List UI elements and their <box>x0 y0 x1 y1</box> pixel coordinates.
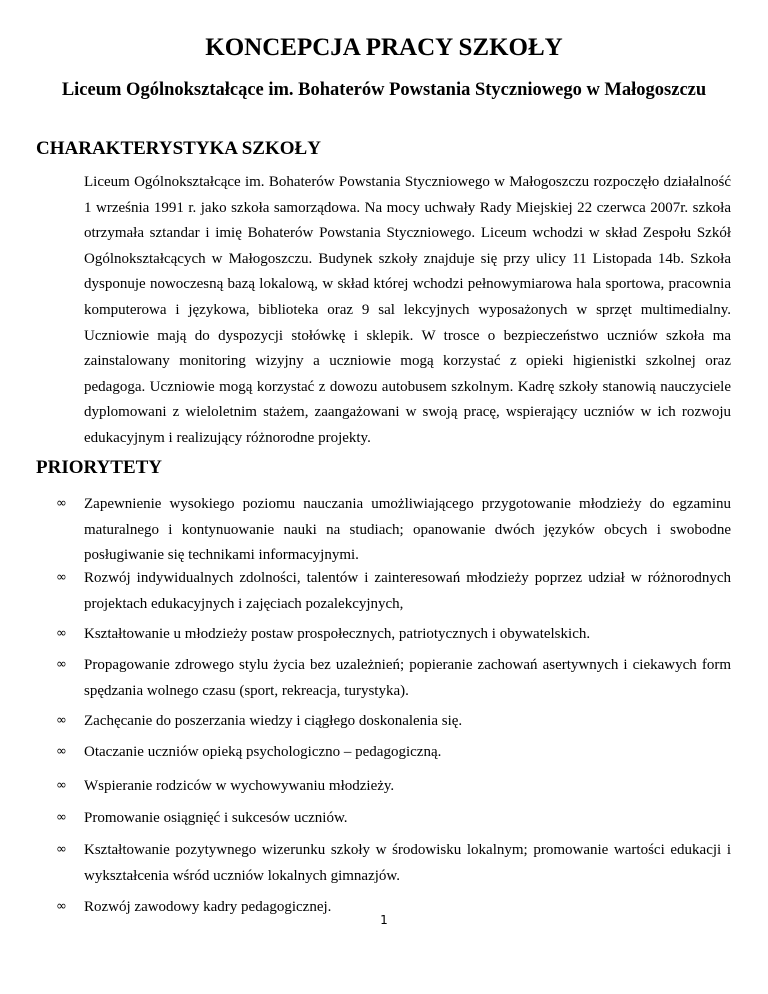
document-title: KONCEPCJA PRACY SZKOŁY <box>205 34 563 61</box>
list-item-text: Kształtowanie pozytywnego wizerunku szkoły w środowisku lokalnym; promowanie wartości edukacji i wykształcenia wśród uczniów lokalnych gimnazjów. <box>84 842 731 884</box>
bullet-icon: ∞ <box>56 842 67 857</box>
bullet-icon: ∞ <box>56 570 67 585</box>
list-item-text: Rozwój zawodowy kadry pedagogicznej. <box>84 899 332 915</box>
page-number: 1 <box>380 913 388 927</box>
list-item-text: Promowanie osiągnięć i sukcesów uczniów. <box>84 810 348 826</box>
bullet-icon: ∞ <box>56 899 67 914</box>
section-heading-characteristics: CHARAKTERYSTYKA SZKOŁY <box>36 138 321 159</box>
bullet-icon: ∞ <box>56 744 67 759</box>
list-item-text: Kształtowanie u młodzieży postaw prospołecznych, patriotycznych i obywatelskich. <box>84 626 591 642</box>
school-name: Liceum Ogólnokształcące im. Bohaterów Powstania Styczniowego w Małogoszczu <box>61 80 707 100</box>
bullet-icon: ∞ <box>56 657 67 672</box>
section-heading-priorities: PRIORYTETY <box>36 457 163 478</box>
bullet-icon: ∞ <box>56 810 67 825</box>
bullet-icon: ∞ <box>56 778 67 793</box>
list-item-text: Zapewnienie wysokiego poziomu nauczania umożliwiającego przygotowanie młodzieży do egzaminu maturalnego i kontynuowanie nauki na studiach; opanowanie dwóch języków obcych i swobodne posługiwanie się technikami informacyjnymi. <box>84 496 731 563</box>
list-item-text: Otaczanie uczniów opieką psychologiczno – pedagogiczną. <box>84 744 442 760</box>
list-item-text: Propagowanie zdrowego stylu życia bez uzależnień; popieranie zachowań asertywnych i ciekawych form spędzania wolnego czasu (sport, rekreacja, turystyka). <box>84 657 731 699</box>
list-item-text: Rozwój indywidualnych zdolności, talentów i zainteresowań młodzieży poprzez udział w różnorodnych projektach edukacyjnych i zajęciach pozalekcyjnych, <box>84 570 731 612</box>
characteristics-paragraph: Liceum Ogólnokształcące im. Bohaterów Powstania Styczniowego w Małogoszczu rozpoczęło działalność 1 września 1991 r. jako szkoła samorządowa. Na mocy uchwały Rady Miejskiej 22 czerwca 2007r. szkoła otrzymała sztandar i imię Bohaterów Powstania Styczniowego. Liceum wchodzi w skład Zespołu Szkół Ogólnokształcących w Małogoszczu. Budynek szkoły znajduje się przy ulicy 11 Listopada 14b. Szkoła dysponuje nowoczesną bazą lokalową, w skład której wchodzi pełnowymiarowa hala sportowa, pracownia komputerowa i językowa, biblioteka oraz 9 sal lekcyjnych wyposażonych w sprzęt multimedialny. Uczniowie mają do dyspozycji stołówkę i sklepik. W trosce o bezpieczeństwo uczniów szkoła ma zainstalowany monitoring wizyjny a uczniowie mogą korzystać z opieki higienistki szkolnej oraz pedagoga. Uczniowie mogą korzystać z dowozu autobusem szkolnym. Kadrę szkoły stanowią nauczyciele dyplomowani z wieloletnim stażem, zaangażowani w swoją pracę, wspierający uczniów w ich rozwoju edukacyjnym i realizujący różnorodne projekty. <box>84 174 731 446</box>
list-item-text: Zachęcanie do poszerzania wiedzy i ciągłego doskonalenia się. <box>84 713 463 729</box>
bullet-icon: ∞ <box>56 626 67 641</box>
list-item-text: Wspieranie rodziców w wychowywaniu młodzieży. <box>84 778 395 794</box>
bullet-icon: ∞ <box>56 713 67 728</box>
bullet-icon: ∞ <box>56 496 67 511</box>
